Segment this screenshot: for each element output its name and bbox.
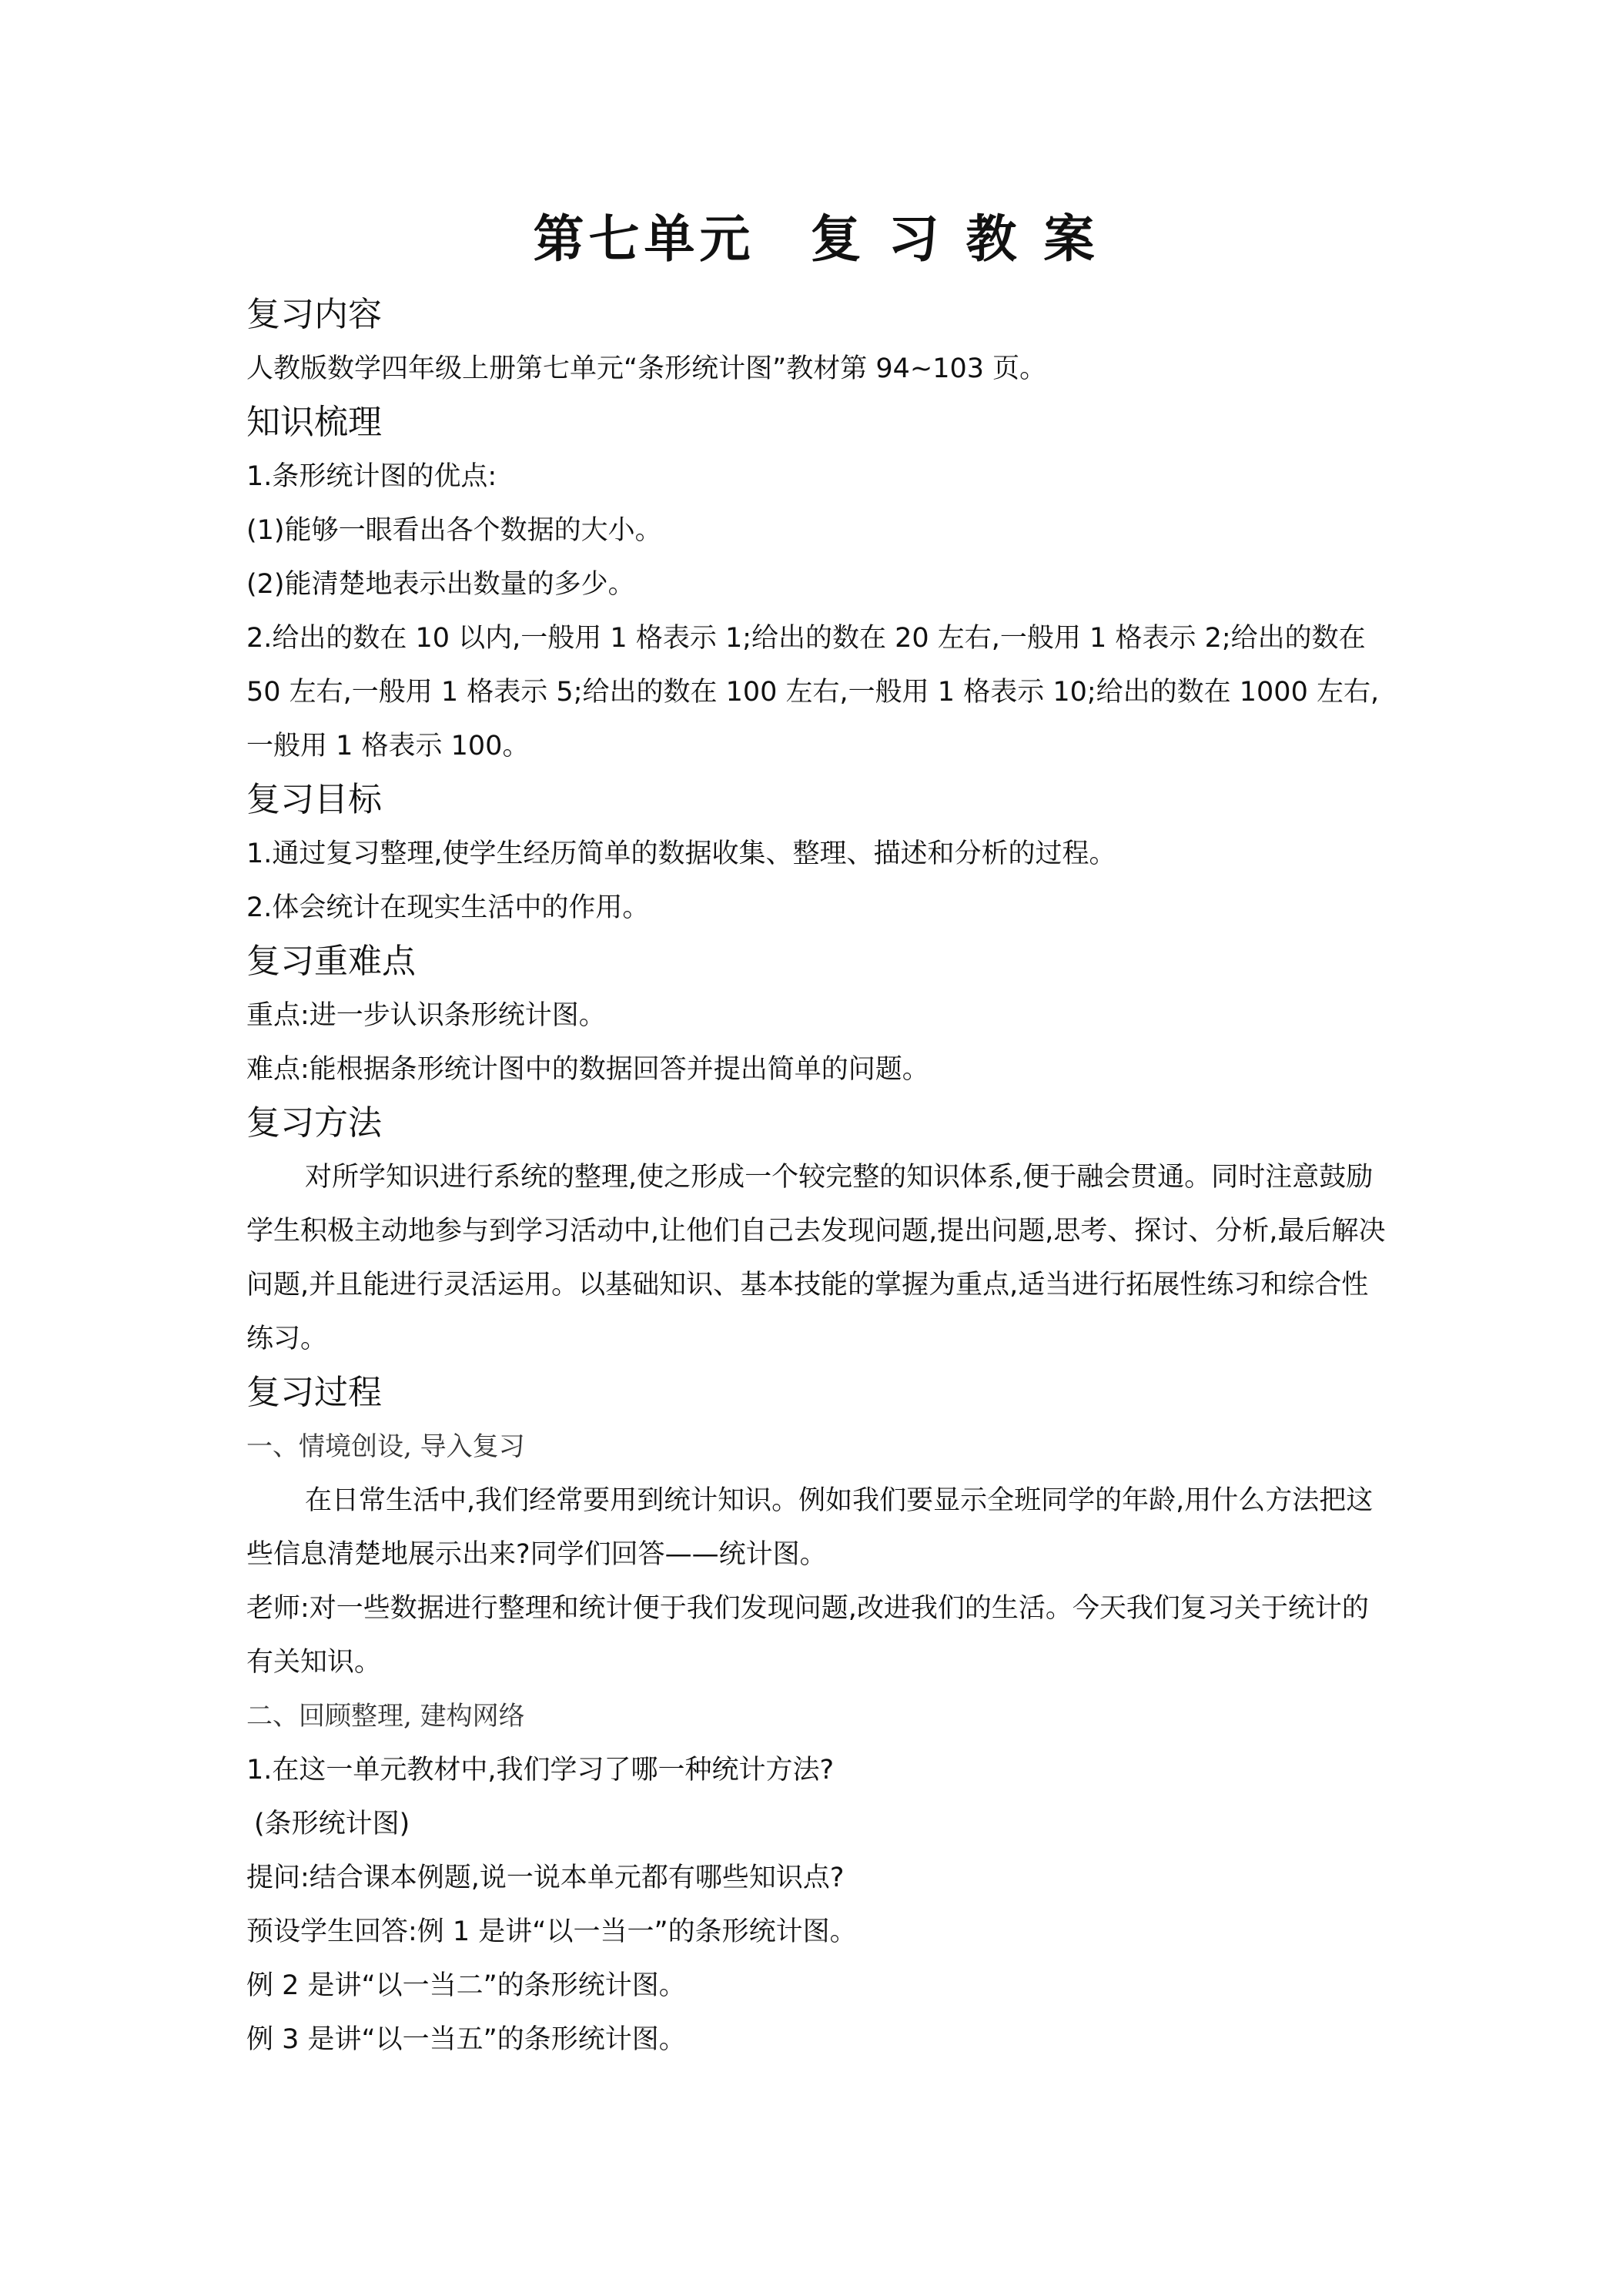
section-heading-knowledge: 知识梳理 <box>246 403 382 442</box>
knowledge-line: (2)能清楚地表示出数量的多少。 <box>246 569 635 600</box>
knowledge-line: (1)能够一眼看出各个数据的大小。 <box>246 515 662 546</box>
section-heading-content: 复习内容 <box>246 295 382 334</box>
document-page <box>246 200 1386 2067</box>
goal-line: 2.体会统计在现实生活中的作用。 <box>246 892 650 923</box>
section-heading-goals: 复习目标 <box>246 780 382 819</box>
process-paragraph: 在日常生活中,我们经常要用到统计知识。例如我们要显示全班同学的年龄,用什么方法把这些信息清楚地展示出来?同学们回答——统计图。 <box>246 1485 1374 1570</box>
page-title: 第七单元 复 习 教 案 <box>533 209 1099 269</box>
method-paragraph: 对所学知识进行系统的整理,使之形成一个较完整的知识体系,便于融会贯通。同时注意鼓励学生积极主动地参与到学习活动中,让他们自己去发现问题,提出问题,思考、探讨、分析,最后解决问题,并且能进行灵活运用。以基础知识、基本技能的掌握为重点,适当进行拓展性练习和综合性练习。 <box>246 1162 1386 1354</box>
process-line: (条形统计图) <box>254 1809 410 1839</box>
content-text: 人教版数学四年级上册第七单元“条形统计图”教材第 94~103 页。 <box>246 353 1047 384</box>
section-heading-method: 复习方法 <box>246 1103 382 1143</box>
process-line: 预设学生回答:例 1 是讲“以一当一”的条形统计图。 <box>246 1916 857 1947</box>
process-line: 例 3 是讲“以一当五”的条形统计图。 <box>246 2024 686 2055</box>
section-heading-key-points: 复习重难点 <box>246 942 416 981</box>
process-line: 提问:结合课本例题,说一说本单元都有哪些知识点? <box>246 1863 845 1893</box>
process-step-title: 二、回顾整理, 建构网络 <box>246 1701 525 1732</box>
knowledge-paragraph: 2.给出的数在 10 以内,一般用 1 格表示 1;给出的数在 20 左右,一般用 1 格表示 2;给出的数在 50 左右,一般用 1 格表示 5;给出的数在 100 左右,一般用 1 格表示 10;给出的数在 1000 左右,一般用 1 格表示 100。 <box>246 623 1380 761</box>
key-point-line: 重点:进一步认识条形统计图。 <box>246 1000 606 1031</box>
process-paragraph: 老师:对一些数据进行整理和统计便于我们发现问题,改进我们的生活。今天我们复习关于统计的有关知识。 <box>246 1593 1369 1678</box>
process-line: 例 2 是讲“以一当二”的条形统计图。 <box>246 1970 686 2001</box>
process-step-title: 一、情境创设, 导入复习 <box>246 1431 525 1462</box>
knowledge-line: 1.条形统计图的优点: <box>246 461 497 492</box>
goal-line: 1.通过复习整理,使学生经历简单的数据收集、整理、描述和分析的过程。 <box>246 838 1116 869</box>
key-point-line: 难点:能根据条形统计图中的数据回答并提出简单的问题。 <box>246 1054 929 1085</box>
section-heading-process: 复习过程 <box>246 1373 382 1412</box>
process-line: 1.在这一单元教材中,我们学习了哪一种统计方法? <box>246 1755 835 1786</box>
